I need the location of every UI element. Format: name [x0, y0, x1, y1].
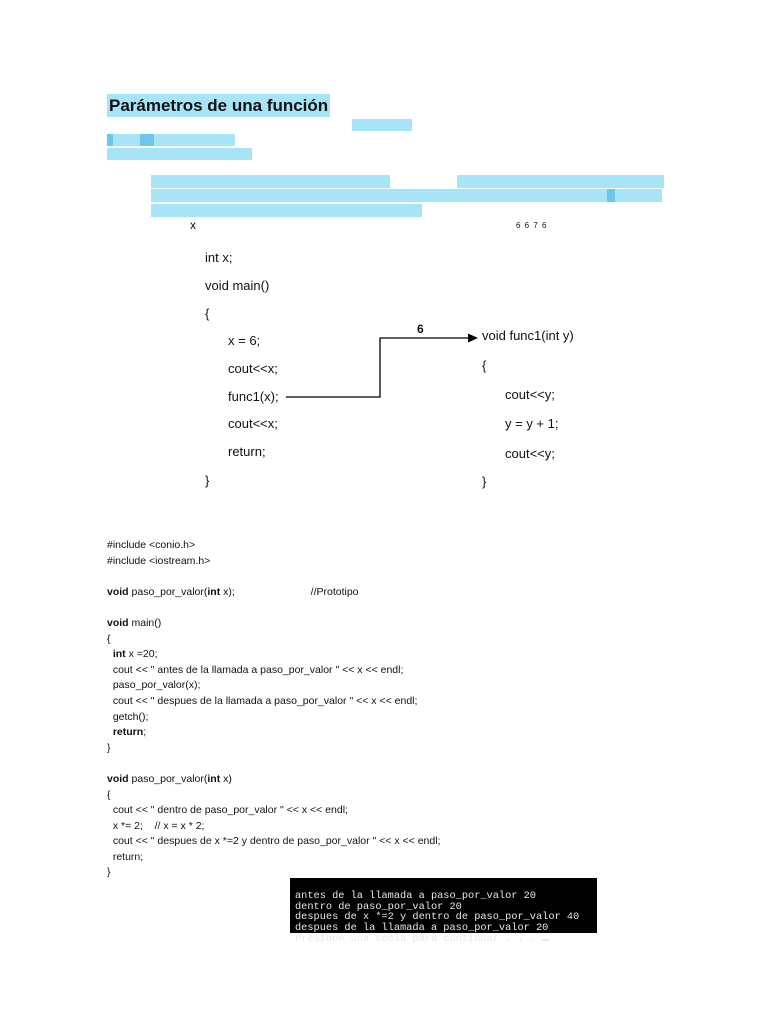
code-line — [107, 569, 440, 585]
code-line — [107, 725, 440, 741]
func-line: cout<<y; — [505, 387, 555, 402]
func-line: } — [482, 474, 487, 489]
code-text: paso_por_valor( — [128, 772, 208, 785]
console-output — [290, 878, 597, 945]
main-line: } — [205, 473, 210, 488]
code-text: #include <conio.h> — [107, 539, 196, 551]
main-line: void main() — [205, 278, 270, 293]
console-line: despues de la llamada a paso_por_valor 20 — [295, 922, 549, 935]
code-keyword: int — [207, 772, 221, 785]
func-line: y = y + 1; — [505, 416, 559, 431]
code-text: { — [107, 632, 111, 645]
code-text: cout << " despues de la llamada a paso_por_valor " << x << endl; — [107, 694, 418, 707]
code-text: x *= 2; // x = x * 2; — [107, 819, 205, 832]
main-line: int x; — [205, 250, 233, 265]
code-line — [107, 600, 440, 616]
code-text: } — [107, 741, 111, 754]
main-line: return; — [228, 444, 266, 459]
arrow-value: 6 — [417, 322, 424, 336]
code-line — [107, 585, 440, 601]
code-keyword: void — [107, 772, 129, 785]
code-listing — [107, 538, 440, 881]
code-line — [107, 647, 440, 663]
main-line: x = 6; — [228, 333, 261, 348]
code-line — [107, 756, 440, 772]
code-line — [107, 803, 440, 819]
code-text: x =20; — [125, 648, 158, 661]
code-text: cout << " dentro de paso_por_valor " << x << endl; — [107, 804, 348, 817]
code-line — [107, 819, 440, 835]
code-line — [107, 616, 440, 632]
code-keyword: int — [207, 585, 221, 598]
output-values: 6 6 7 6 — [516, 221, 548, 230]
code-text: { — [107, 788, 111, 801]
code-line — [107, 694, 440, 710]
code-text: main() — [128, 616, 162, 629]
func-line: cout<<y; — [505, 446, 555, 461]
code-keyword: void — [107, 616, 129, 629]
main-line: func1(x); — [228, 389, 279, 404]
code-line — [107, 538, 440, 554]
code-keyword: return — [112, 726, 144, 739]
code-line — [107, 834, 440, 850]
code-line — [107, 850, 440, 866]
variable-label: x — [190, 218, 196, 232]
code-text: ; — [143, 726, 147, 739]
code-line — [107, 741, 440, 757]
code-line — [107, 632, 440, 648]
func-line: { — [482, 358, 487, 373]
code-text: x) — [220, 772, 232, 785]
console-line: antes de la llamada a paso_por_valor 20 — [295, 889, 536, 902]
code-text: getch(); — [107, 710, 149, 723]
main-line: cout<<x; — [228, 416, 278, 431]
code-line — [107, 788, 440, 804]
console-line: despues de x *=2 y dentro de paso_por_valor 40 — [295, 911, 580, 924]
code-text: paso_por_valor(x); — [107, 679, 201, 692]
code-text: x); //Prototipo — [220, 585, 359, 598]
func-line: void func1(int y) — [482, 328, 574, 343]
main-line: { — [205, 306, 210, 321]
cursor-icon — [542, 939, 549, 941]
main-line: cout<<x; — [228, 361, 278, 376]
code-line — [107, 663, 440, 679]
page-title: Parámetros de una función — [109, 96, 329, 115]
code-line — [107, 772, 440, 788]
code-line — [107, 710, 440, 726]
code-line — [107, 678, 440, 694]
code-text: paso_por_valor( — [128, 585, 208, 598]
code-text: cout << " despues de x *=2 y dentro de paso_por_valor " << x << endl; — [107, 835, 441, 848]
code-text: return; — [107, 850, 144, 863]
console-line: dentro de paso_por_valor 20 — [295, 900, 462, 913]
code-text: cout << " antes de la llamada a paso_por_valor " << x << endl; — [107, 663, 404, 676]
code-line — [107, 554, 440, 570]
code-text: } — [107, 866, 111, 879]
code-text: #include <iostream.h> — [107, 554, 211, 567]
console-line: Presione una tecla para continuar . . . — [295, 934, 597, 945]
code-keyword: int — [112, 648, 126, 661]
code-keyword: void — [107, 585, 129, 598]
